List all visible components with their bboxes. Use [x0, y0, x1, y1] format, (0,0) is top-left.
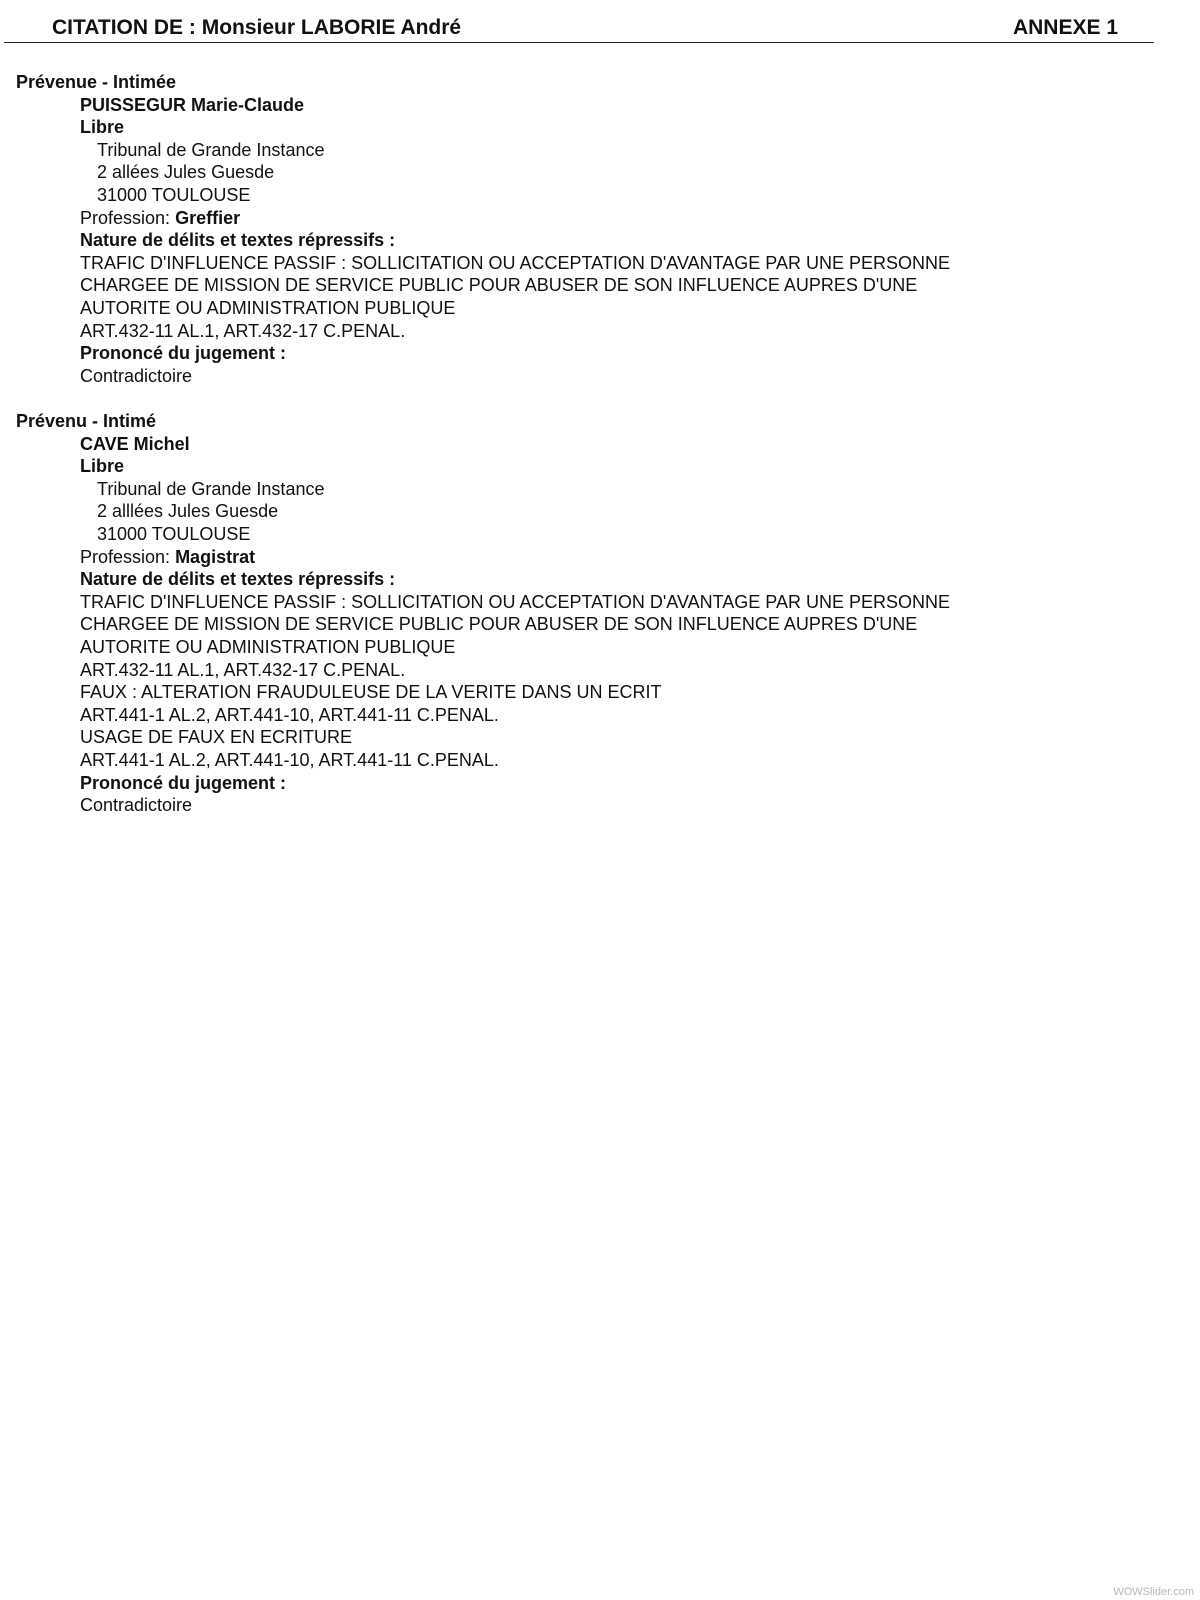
party-name: CAVE Michel: [80, 433, 190, 454]
profession-value: Magistrat: [175, 546, 256, 567]
offence-line: ART.441-1 AL.2, ART.441-10, ART.441-11 C.PENAL.: [80, 704, 499, 725]
offence-line: ART.441-1 AL.2, ART.441-10, ART.441-11 C.PENAL.: [80, 749, 499, 770]
address-line: Tribunal de Grande Instance: [97, 478, 325, 499]
judgment-heading: Prononcé du jugement :: [80, 343, 287, 364]
address-line: 31000 TOULOUSE: [97, 184, 251, 205]
offence-line: AUTORITE OU ADMINISTRATION PUBLIQUE: [80, 297, 456, 318]
citation-title: CITATION DE : Monsieur LABORIE André: [52, 16, 462, 39]
offence-line: TRAFIC D'INFLUENCE PASSIF : SOLLICITATION OU ACCEPTATION D'AVANTAGE PAR UNE PERSONNE: [80, 252, 950, 273]
profession-line: [80, 546, 1136, 569]
address-line: 2 alllées Jules Guesde: [97, 501, 279, 522]
party-status: Libre: [80, 117, 125, 138]
profession-value: Greffier: [175, 207, 241, 228]
offence-line: ART.432-11 AL.1, ART.432-17 C.PENAL.: [80, 659, 406, 680]
offences-heading: Nature de délits et textes répressifs :: [80, 230, 396, 251]
party-status: Libre: [80, 456, 125, 477]
profession-label: Profession:: [80, 207, 171, 228]
offence-line: AUTORITE OU ADMINISTRATION PUBLIQUE: [80, 636, 456, 657]
watermark: WOWSlider.com: [1113, 1586, 1194, 1598]
offence-line: ART.432-11 AL.1, ART.432-17 C.PENAL.: [80, 320, 406, 341]
offence-line: CHARGEE DE MISSION DE SERVICE PUBLIC POUR ABUSER DE SON INFLUENCE AUPRES D'UNE: [80, 275, 918, 296]
document-header: [4, 14, 1154, 43]
party-section-1: [16, 71, 1136, 387]
address-line: Tribunal de Grande Instance: [97, 139, 325, 160]
address-line: 2 allées Jules Guesde: [97, 162, 275, 183]
offences-heading: Nature de délits et textes répressifs :: [80, 569, 396, 590]
offence-line: CHARGEE DE MISSION DE SERVICE PUBLIC POUR ABUSER DE SON INFLUENCE AUPRES D'UNE: [80, 614, 918, 635]
address-line: 31000 TOULOUSE: [97, 523, 251, 544]
judgment-value: Contradictoire: [80, 795, 193, 816]
annex-label: ANNEXE 1: [1012, 16, 1118, 39]
offence-line: FAUX : ALTERATION FRAUDULEUSE DE LA VERITE DANS UN ECRIT: [80, 682, 662, 703]
party-role: Prévenue - Intimée: [16, 72, 177, 92]
party-section-2: [16, 410, 1136, 817]
party-name: PUISSEGUR Marie-Claude: [80, 94, 305, 115]
profession-label: Profession:: [80, 546, 171, 567]
profession-line: [80, 207, 1136, 230]
party-role: Prévenu - Intimé: [16, 411, 157, 431]
judgment-heading: Prononcé du jugement :: [80, 772, 287, 793]
offence-line: TRAFIC D'INFLUENCE PASSIF : SOLLICITATION OU ACCEPTATION D'AVANTAGE PAR UNE PERSONNE: [80, 591, 950, 612]
judgment-value: Contradictoire: [80, 365, 193, 386]
offence-line: USAGE DE FAUX EN ECRITURE: [80, 727, 353, 748]
